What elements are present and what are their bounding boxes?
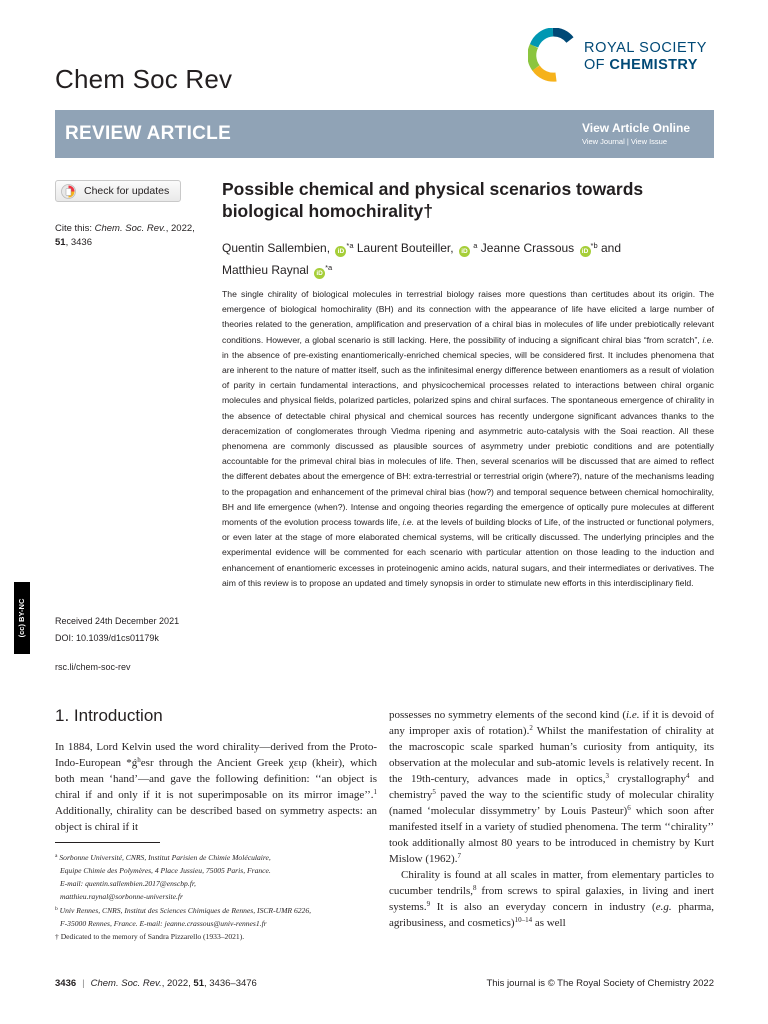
orcid-icon[interactable]: iD xyxy=(314,268,325,279)
author-name: Jeanne Crassous xyxy=(480,241,575,255)
author-name: Matthieu Raynal xyxy=(222,263,309,277)
abstract: The single chirality of biological molecules in terrestrial biology raises more questions than certitudes about its origin. The emergence of biological homochirality (BH) and its connection with the appearance of life have elicited a large number of theories related to the generation, amplification and preservation of a chiral bias in molecules of life under prebiotically relevant conditions. However, a global scenario is still lacking. Here, the possibility of inducing a significant chiral bias “from scratch”, i.e. in the absence of pre-existing enantiomerically-enriched chemical species, will be considered first. It includes phenomena that are inherent to the nature of matter itself, such as the infinitesimal energy difference between enantiomers as a result of violation of parity in certain fundamental interactions, and physicochemical processes related to interactions between chiral organic molecules and physical fields, polarized particles, polarized spins and chiral surfaces. The spontaneous emergence of chirality in the absence of detectable chiral physical and chemical sources has recently undergone significant advances thanks to the deracemization of conglomerates through Viedma ripening and asymmetric auto-catalysis with the Soai reaction. All these phenomena are commonly discussed as plausible sources of asymmetry under prebiotic conditions and are potentially accountable for the primeval chiral bias in molecules of life. Then, several scenarios will be discussed that are aimed to reflect the different debates about the emergence of BH: extra-terrestrial or terrestrial origin (where?), nature of the mechanisms leading to the propagation and enhancement of the primeval chiral bias (how?) and temporal sequence between chemical homochirality, BH and life emergence (when?). Intense and ongoing theories regarding the emergence of optically pure molecules at different moments of the evolution process towards life, i.e. at the levels of building blocks of Life, of the instructed or functional polymers, or even later at the stage of more elaborated chemical systems, will be critically discussed. The underlying principles and the experimental evidence will be commented for each scenario with particular attention on those leading to the induction and enhancement of enantiomeric excesses in proteinogenic amino acids, natural sugars, and their intermediates or derivatives. The aim of this review is to propose an updated and timely synopsis in order to stimulate new efforts in this interdisciplinary field. xyxy=(222,289,714,588)
check-for-updates-label: Check for updates xyxy=(84,185,170,197)
article-type-label: REVIEW ARTICLE xyxy=(65,123,232,144)
check-for-updates-button[interactable] xyxy=(55,180,181,202)
page-footer xyxy=(55,978,714,994)
page-number: 3436 xyxy=(55,978,77,989)
intro-paragraph: possesses no symmetry elements of the second kind (i.e. if it is devoid of any improper axis of rotation).$^2$ Whilst the manifestation of chirality at the macroscopic scale sparked human’s curiosity from antiquity, its observation at the molecular and sub-atomic levels is relatively recent. In the 19th-century, advances made in optics,$^3$ crystallography$^4$ and chemistry$^5$ paved the way to the scientific study of molecular chirality (named ‘molecular dissymmetry’ by Louis Pasteur)$^6$ which soon after manifested itself in a variety of studied phenomena. The term ‘‘chirality’’ took additionally almost 80 years to be introduced in chemistry by Kurt Mislow (1962).$^7$ xyxy=(389,709,715,865)
author-name: Laurent Bouteiller, xyxy=(356,241,454,255)
orcid-icon[interactable]: iD xyxy=(335,246,346,257)
article-type-banner xyxy=(55,110,714,158)
copyright-notice: This journal is © The Royal Society of Chemistry 2022 xyxy=(486,978,714,989)
publisher-name-line2: OF CHEMISTRY xyxy=(584,57,698,73)
rsc-logo[interactable] xyxy=(528,28,718,82)
author-list: Quentin Sallembien, iD$^{*a}$ Laurent Bouteiller, iD $^a$ Jeanne Crassous iD$^{*b}$ and Matthieu Raynal iD$^{*a}$ xyxy=(222,241,621,277)
doi[interactable]: DOI: 10.1039/d1cs01179k xyxy=(55,633,159,643)
author-name: Quentin Sallembien, xyxy=(222,241,331,255)
footnotes xyxy=(55,850,377,943)
rsc-ring-icon xyxy=(528,28,578,82)
page-citation: 3436 | Chem. Soc. Rev., 2022, 51, 3436–3476 xyxy=(55,978,257,989)
view-article-online-link[interactable]: View Article Online xyxy=(581,121,690,135)
affiliation-b: $^b$ Univ Rennes, CNRS, Institut des Sciences Chimiques de Rennes, ISCR-UMR 6226, F-35000 Rennes, France. E-mail: jeanne.crassous@univ-rennes1.fr xyxy=(55,906,312,928)
received-date: Received 24th December 2021 xyxy=(55,616,180,626)
intro-paragraph: Chirality is found at all scales in matter, from elementary particles to cucumber tendrils,$^8$ from screws to spiral galaxies, in living and inert systems.$^9$ It is also an everyday concern in industry (e.g. pharma, agribusiness, and cosmetics)$^{10-14}$ as well xyxy=(389,869,714,929)
dedication-footnote: † Dedicated to the memory of Sandra Pizzarello (1933–2021). xyxy=(55,932,245,941)
banner-links xyxy=(582,121,690,146)
affiliation-a: $^a$ Sorbonne Université, CNRS, Institut Parisien de Chimie Moléculaire, Equipe Chimie des Polymères, 4 Place Jussieu, 75005 Paris, France. E-mail: quentin.sallembien.2017@enscbp.fr, matthieu.raynal@sorbonne-universite.fr xyxy=(55,853,271,901)
footnote-divider xyxy=(55,842,160,843)
citation: Cite this: Chem. Soc. Rev., 2022, 51, 3436 xyxy=(55,223,195,248)
intro-column-left xyxy=(55,739,377,835)
orcid-icon[interactable]: iD xyxy=(459,246,470,257)
cc-license-badge[interactable] xyxy=(14,582,30,654)
intro-column-right xyxy=(389,707,714,931)
publisher-name-line1: ROYAL SOCIETY xyxy=(584,40,708,56)
crossmark-icon xyxy=(61,184,76,199)
intro-paragraph: In 1884, Lord Kelvin used the word chirality—derived from the Proto-Indo-European $*ǵ^hesr$ through the Ancient Greek χειρ (kheir), which both mean ‘hand’—and gave the following definition: ‘‘an object is chiral if and only if it is not superimposable on its mirror image’’.$^1$ Additionally, chirality can be described based on symmetry aspects: an object is chiral if it xyxy=(55,741,377,833)
view-journal-issue-links[interactable]: View Journal | View Issue xyxy=(581,137,668,146)
journal-url[interactable]: rsc.li/chem-soc-rev xyxy=(55,662,131,672)
article-title: Possible chemical and physical scenarios towards biological homochirality† xyxy=(222,179,644,221)
license-label: (cc) BY-NC xyxy=(17,598,26,638)
journal-name: Chem Soc Rev xyxy=(55,64,233,94)
section-heading-introduction: 1. Introduction xyxy=(55,706,163,725)
orcid-icon[interactable]: iD xyxy=(580,246,591,257)
